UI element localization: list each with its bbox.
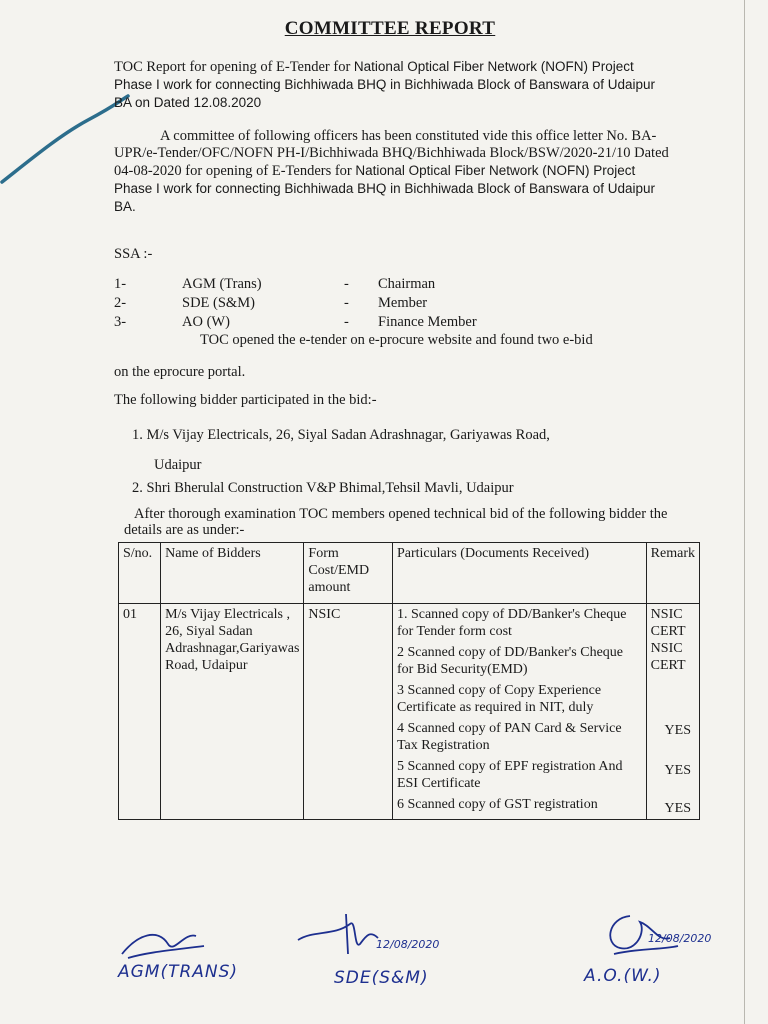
committee-paragraph [114,128,670,216]
member-dash: - [344,295,349,311]
table-header-row [119,543,700,604]
signature-label: AGM(TRANS) [118,962,239,982]
member-num: 1- [114,276,127,292]
signature-area [0,880,768,1024]
header-particulars: Particulars (Documents Received) [392,543,646,604]
signature-label: A.O.(W.) [584,966,662,986]
ssa-label: SSA :- [114,246,153,262]
remark-yes: YES [664,723,691,738]
header-form-cost: Form Cost/EMD amount [304,543,393,604]
bidder-num: 1. [132,427,143,443]
intro-text [114,58,670,112]
para-a: A committee of following officers has been constituted vide this office letter No. BA-UPR/e-Tender/OFC/NOFN PH-I/Bichhiwada BHQ/Bichhiwada Block/BSW/2020-21/10 Dated 04-08-2020 for opening of E-Tenders for [114,128,669,179]
report-title: COMMITTEE REPORT [284,18,496,39]
cell-particulars [392,604,646,820]
toc-opened-text: TOC opened the e-tender on e-procure website and found two e-bid [200,332,593,348]
member-dash: - [344,314,349,330]
cell-form-cost: NSIC [304,604,393,820]
bidder-text: Shri Bherulal Construction V&P Bhimal,Tehsil Mavli, Udaipur [146,480,514,496]
signature-date: 12/08/2020 [376,938,440,951]
member-role: AO (W) [182,314,230,330]
member-dash: - [344,276,349,292]
doc-item: 5 Scanned copy of EPF registration And ESI Certificate [396,759,623,791]
examination-text: After thorough examination TOC members opened technical bid of the following bidder the details are as under:- [124,506,668,538]
member-num: 2- [114,295,127,311]
thread-mark [0,90,130,190]
bidder-text-cont: Udaipur [154,457,202,473]
bidder-item [132,480,514,497]
header-sno: S/no. [119,543,161,604]
page-edge [744,0,745,1024]
para-b: National Optical Fiber Network (NOFN) Project Phase I work for connecting Bichhiwada BHQ in Bichhiwada Block of Banswara of Udaipur BA. [114,163,656,214]
member-row [114,295,477,314]
bidder-intro-text: The following bidder participated in the bid:- [114,392,377,408]
cell-name: M/s Vijay Electricals , 26, Siyal Sadan Adrashnagar,Gariyawas Road, Udaipur [161,604,304,820]
member-row [114,314,477,333]
intro-line1a: TOC Report for opening of E-Tender for [114,59,354,75]
header-name: Name of Bidders [161,543,304,604]
remark-yes: YES [664,763,691,778]
signature-label: SDE(S&M) [334,968,429,988]
member-role: AGM (Trans) [182,276,262,292]
intro-line1b: National Optical Fiber Network (NOFN) Project Phase I work for connecting Bichhiwada BHQ in Bichhiwada Block of Banswara of Udaipur BA on Dated 12.08.2020 [114,59,656,110]
eprocure-text: on the eprocure portal. [114,364,246,380]
member-position: Finance Member [378,314,477,330]
cell-sno: 01 [119,604,161,820]
bidder-num: 2. [132,480,143,496]
remark-item: NSIC CERT [650,607,686,639]
remark-item: NSIC CERT [650,641,686,673]
remark-yes: YES [664,801,691,816]
doc-item: 6 Scanned copy of GST registration [396,797,598,812]
member-row [114,276,477,295]
doc-item: 3 Scanned copy of Copy Experience Certificate as required in NIT, duly [396,683,602,715]
signature-scribble [118,924,208,964]
member-position: Member [378,295,428,311]
cell-remark [646,604,699,820]
header-remark: Remark [646,543,699,604]
doc-item: 2 Scanned copy of DD/Banker's Cheque for Bid Security(EMD) [396,645,624,677]
committee-members [114,276,477,333]
member-role: SDE (S&M) [182,295,255,311]
bidder-text: M/s Vijay Electricals, 26, Siyal Sadan Adrashnagar, Gariyawas Road, [146,427,550,443]
bid-details-table [118,542,700,820]
member-position: Chairman [378,276,436,292]
signature-date: 12/08/2020 [648,932,712,945]
bidder-item [132,420,672,480]
doc-item: 1. Scanned copy of DD/Banker's Cheque for Tender form cost [396,607,627,639]
doc-item: 4 Scanned copy of PAN Card & Service Tax Registration [396,721,622,753]
member-num: 3- [114,314,127,330]
table-row [119,604,700,820]
